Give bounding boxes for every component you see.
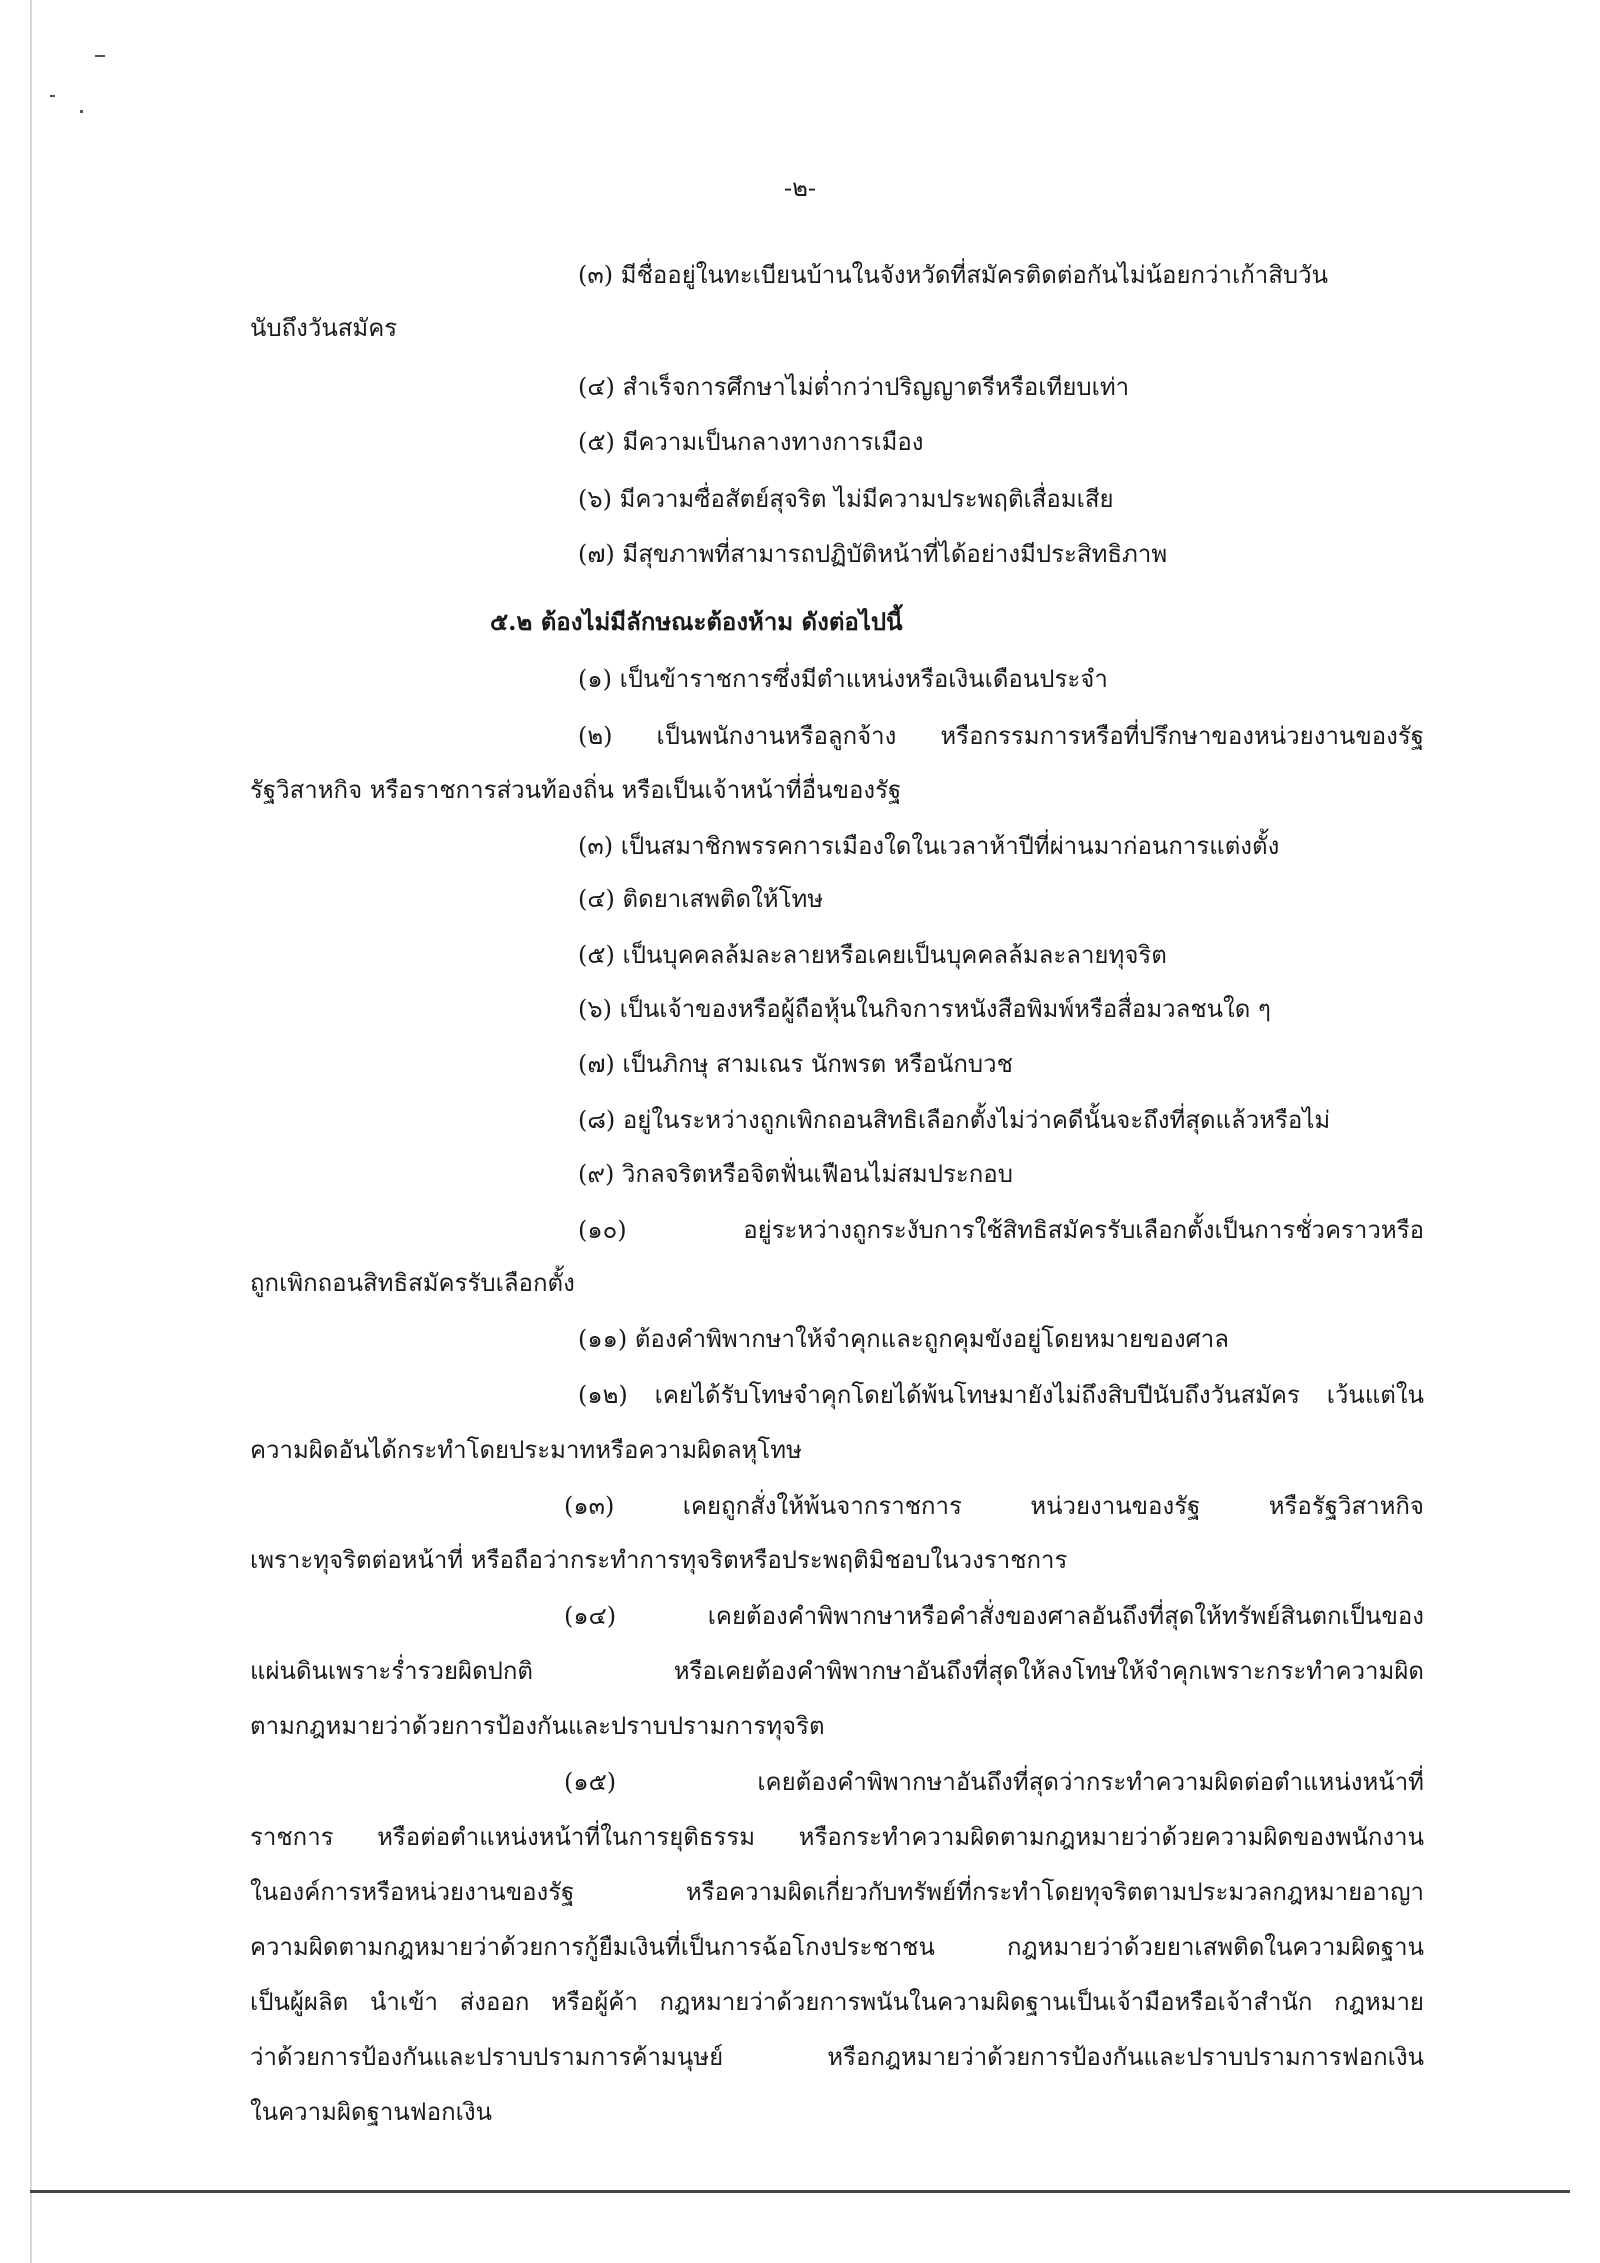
section-heading: ๕.๒ ต้องไม่มีลักษณะต้องห้าม ดังต่อไปนี้ [490, 607, 903, 636]
text-line: (๔) ติดยาเสพติดให้โทษ [578, 885, 824, 913]
text-line: ว่าด้วยการป้องกันและปราบปรามการค้ามนุษย์ หรือกฎหมายว่าด้วยการป้องกันและปราบปรามการฟอกเงิน [250, 2043, 1424, 2071]
text-line: (๗) มีสุขภาพที่สามารถปฏิบัติหน้าที่ได้อย่างมีประสิทธิภาพ [578, 540, 1168, 568]
scan-speck [50, 95, 55, 97]
text-line: (๑) เป็นข้าราชการซึ่งมีตำแหน่งหรือเงินเดือนประจำ [578, 665, 1108, 693]
text-line: (๑๑) ต้องคำพิพากษาให้จำคุกและถูกคุมขังอยู่โดยหมายของศาล [578, 1325, 1229, 1353]
bottom-rule [30, 2190, 1570, 2193]
text-line: (๑๐) อยู่ระหว่างถูกระงับการใช้สิทธิสมัครรับเลือกตั้งเป็นการชั่วคราวหรือ [578, 1216, 1424, 1244]
text-line: (๑๔) เคยต้องคำพิพากษาหรือคำสั่งของศาลอันถึงที่สุดให้ทรัพย์สินตกเป็นของ [564, 1602, 1424, 1630]
text-line: (๑๕) เคยต้องคำพิพากษาอันถึงที่สุดว่ากระทำความผิดต่อตำแหน่งหน้าที่ [564, 1768, 1424, 1796]
text-line: (๔) สำเร็จการศึกษาไม่ต่ำกว่าปริญญาตรีหรือเทียบเท่า [578, 373, 1130, 401]
text-line: (๑๓) เคยถูกสั่งให้พ้นจากราชการ หน่วยงานของรัฐ หรือรัฐวิสาหกิจ [564, 1492, 1424, 1520]
page-number: -๒- [783, 174, 817, 202]
text-line: (๓) เป็นสมาชิกพรรคการเมืองใดในเวลาห้าปีที่ผ่านมาก่อนการแต่งตั้ง [578, 832, 1280, 860]
text-line: (๑๒) เคยได้รับโทษจำคุกโดยได้พ้นโทษมายังไม่ถึงสิบปีนับถึงวันสมัคร เว้นแต่ใน [578, 1381, 1424, 1409]
scan-edge [30, 0, 32, 2263]
text-line: (๙) วิกลจริตหรือจิตฟั่นเฟือนไม่สมประกอบ [578, 1160, 1013, 1188]
text-line: (๓) มีชื่ออยู่ในทะเบียนบ้านในจังหวัดที่สมัครติดต่อกันไม่น้อยกว่าเก้าสิบวัน [578, 261, 1328, 289]
scan-speck [80, 110, 83, 113]
text-line: ถูกเพิกถอนสิทธิสมัครรับเลือกตั้ง [250, 1269, 575, 1297]
text-line: แผ่นดินเพราะร่ำรวยผิดปกติ หรือเคยต้องคำพิพากษาอันถึงที่สุดให้ลงโทษให้จำคุกเพราะกระทำความผิด [250, 1657, 1424, 1685]
text-line: ในความผิดฐานฟอกเงิน [250, 2098, 492, 2126]
text-line: นับถึงวันสมัคร [250, 314, 398, 342]
text-line: เป็นผู้ผลิต นำเข้า ส่งออก หรือผู้ค้า กฎหมายว่าด้วยการพนันในความผิดฐานเป็นเจ้ามือหรือเจ้าสำนัก กฎหมาย [250, 1988, 1424, 2016]
text-line: ในองค์การหรือหน่วยงานของรัฐ หรือความผิดเกี่ยวกับทรัพย์ที่กระทำโดยทุจริตตามประมวลกฎหมายอาญา [250, 1878, 1424, 1906]
text-line: รัฐวิสาหกิจ หรือราชการส่วนท้องถิ่น หรือเป็นเจ้าหน้าที่อื่นของรัฐ [250, 776, 902, 804]
text-line: ความผิดอันได้กระทำโดยประมาทหรือความผิดลหุโทษ [250, 1436, 802, 1464]
text-line: (๖) เป็นเจ้าของหรือผู้ถือหุ้นในกิจการหนังสือพิมพ์หรือสื่อมวลชนใด ๆ [578, 995, 1271, 1023]
scan-speck [95, 55, 105, 57]
text-line: ตามกฎหมายว่าด้วยการป้องกันและปราบปรามการทุจริต [250, 1712, 825, 1740]
text-line: (๕) มีความเป็นกลางทางการเมือง [578, 428, 924, 456]
text-line: ความผิดตามกฎหมายว่าด้วยการกู้ยืมเงินที่เป็นการฉ้อโกงประชาชน กฎหมายว่าด้วยยาเสพติดในความผิดฐาน [250, 1933, 1424, 1961]
text-line: (๖) มีความซื่อสัตย์สุจริต ไม่มีความประพฤติเสื่อมเสีย [578, 485, 1114, 513]
text-line: เพราะทุจริตต่อหน้าที่ หรือถือว่ากระทำการทุจริตหรือประพฤติมิชอบในวงราชการ [250, 1546, 1068, 1574]
text-line: (๗) เป็นภิกษุ สามเณร นักพรต หรือนักบวช [578, 1050, 1013, 1078]
text-line: (๕) เป็นบุคคลล้มละลายหรือเคยเป็นบุคคลล้มละลายทุจริต [578, 941, 1167, 969]
text-line: (๒) เป็นพนักงานหรือลูกจ้าง หรือกรรมการหรือที่ปรึกษาของหน่วยงานของรัฐ [578, 722, 1424, 750]
text-line: (๘) อยู่ในระหว่างถูกเพิกถอนสิทธิเลือกตั้งไม่ว่าคดีนั้นจะถึงที่สุดแล้วหรือไม่ [578, 1106, 1331, 1134]
text-line: ราชการ หรือต่อตำแหน่งหน้าที่ในการยุติธรรม หรือกระทำความผิดตามกฎหมายว่าด้วยความผิดของพนักงาน [250, 1823, 1424, 1851]
